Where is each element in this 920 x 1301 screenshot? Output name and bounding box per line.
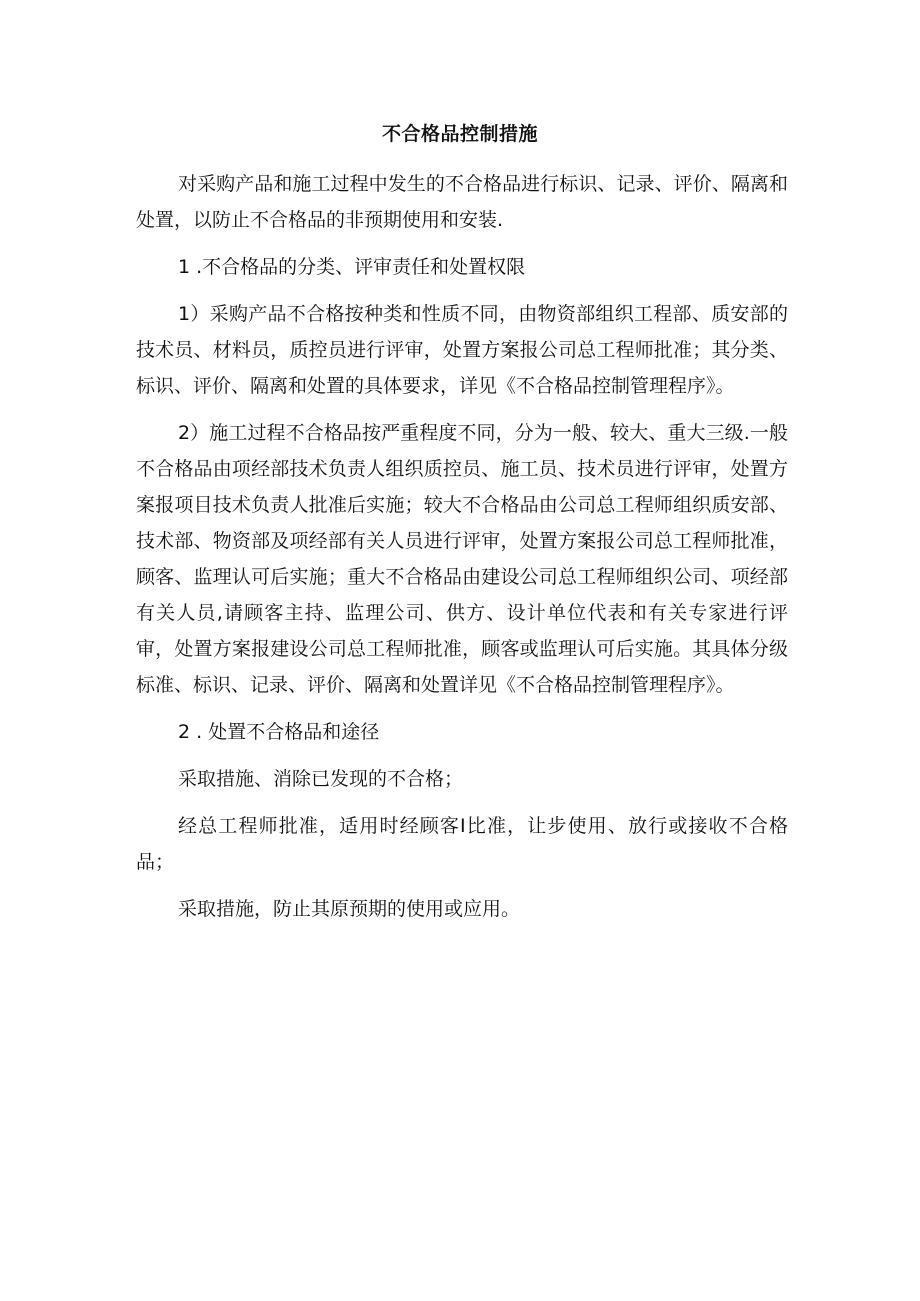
section-heading-1: 1 .不合格品的分类、评审责任和处置权限 (178, 256, 526, 278)
paragraph-construction-nonconformity: 2）施工过程不合格品按严重程度不同，分为一般、较大、重大三级.一般不合格品由项经部技术负责人组织质控员、施工员、技术员进行评审，处置方案报项目技术负责人批准后实施；较大不合格品由公司总工程师组织质安部、技术部、物资部及项经部有关人员进行评审，处置方案报公司总工程师批准，顾客、监理认可后实施；重大不合格品由建设公司总工程师组织公司、项经部有关人员,请顾客主持、监理公司、供方、设计单位代表和有关专家进行评审，处置方案报建设公司总工程师批准，顾客或监理认可后实施。其具体分级标准、标识、记录、评价、隔离和处置详见《不合格品控制管理程序》。 (136, 422, 788, 696)
section-heading-2: 2 . 处置不合格品和途径 (178, 721, 380, 743)
document-body (136, 166, 788, 938)
paragraph-purchase-nonconformity: 1）采购产品不合格按种类和性质不同，由物资部组织工程部、质安部的技术员、材料员，质控员进行评审，处置方案报公司总工程师批准；其分类、标识、评价、隔离和处置的具体要求，详见《不合格品控制管理程序》。 (136, 303, 788, 397)
paragraph-concession: 经总工程师批准，适用时经顾客I比准，让步使用、放行或接收不合格品； (136, 815, 788, 873)
paragraph-intro: 对采购产品和施工过程中发生的不合格品进行标识、记录、评价、隔离和处置，以防止不合格品的非预期使用和安装. (136, 173, 788, 231)
document-title: 不合格品控制措施 (381, 123, 538, 145)
paragraph-measure-eliminate: 采取措施、消除已发现的不合格； (178, 768, 464, 790)
paragraph-prevent-use: 采取措施，防止其原预期的使用或应用。 (178, 898, 521, 920)
